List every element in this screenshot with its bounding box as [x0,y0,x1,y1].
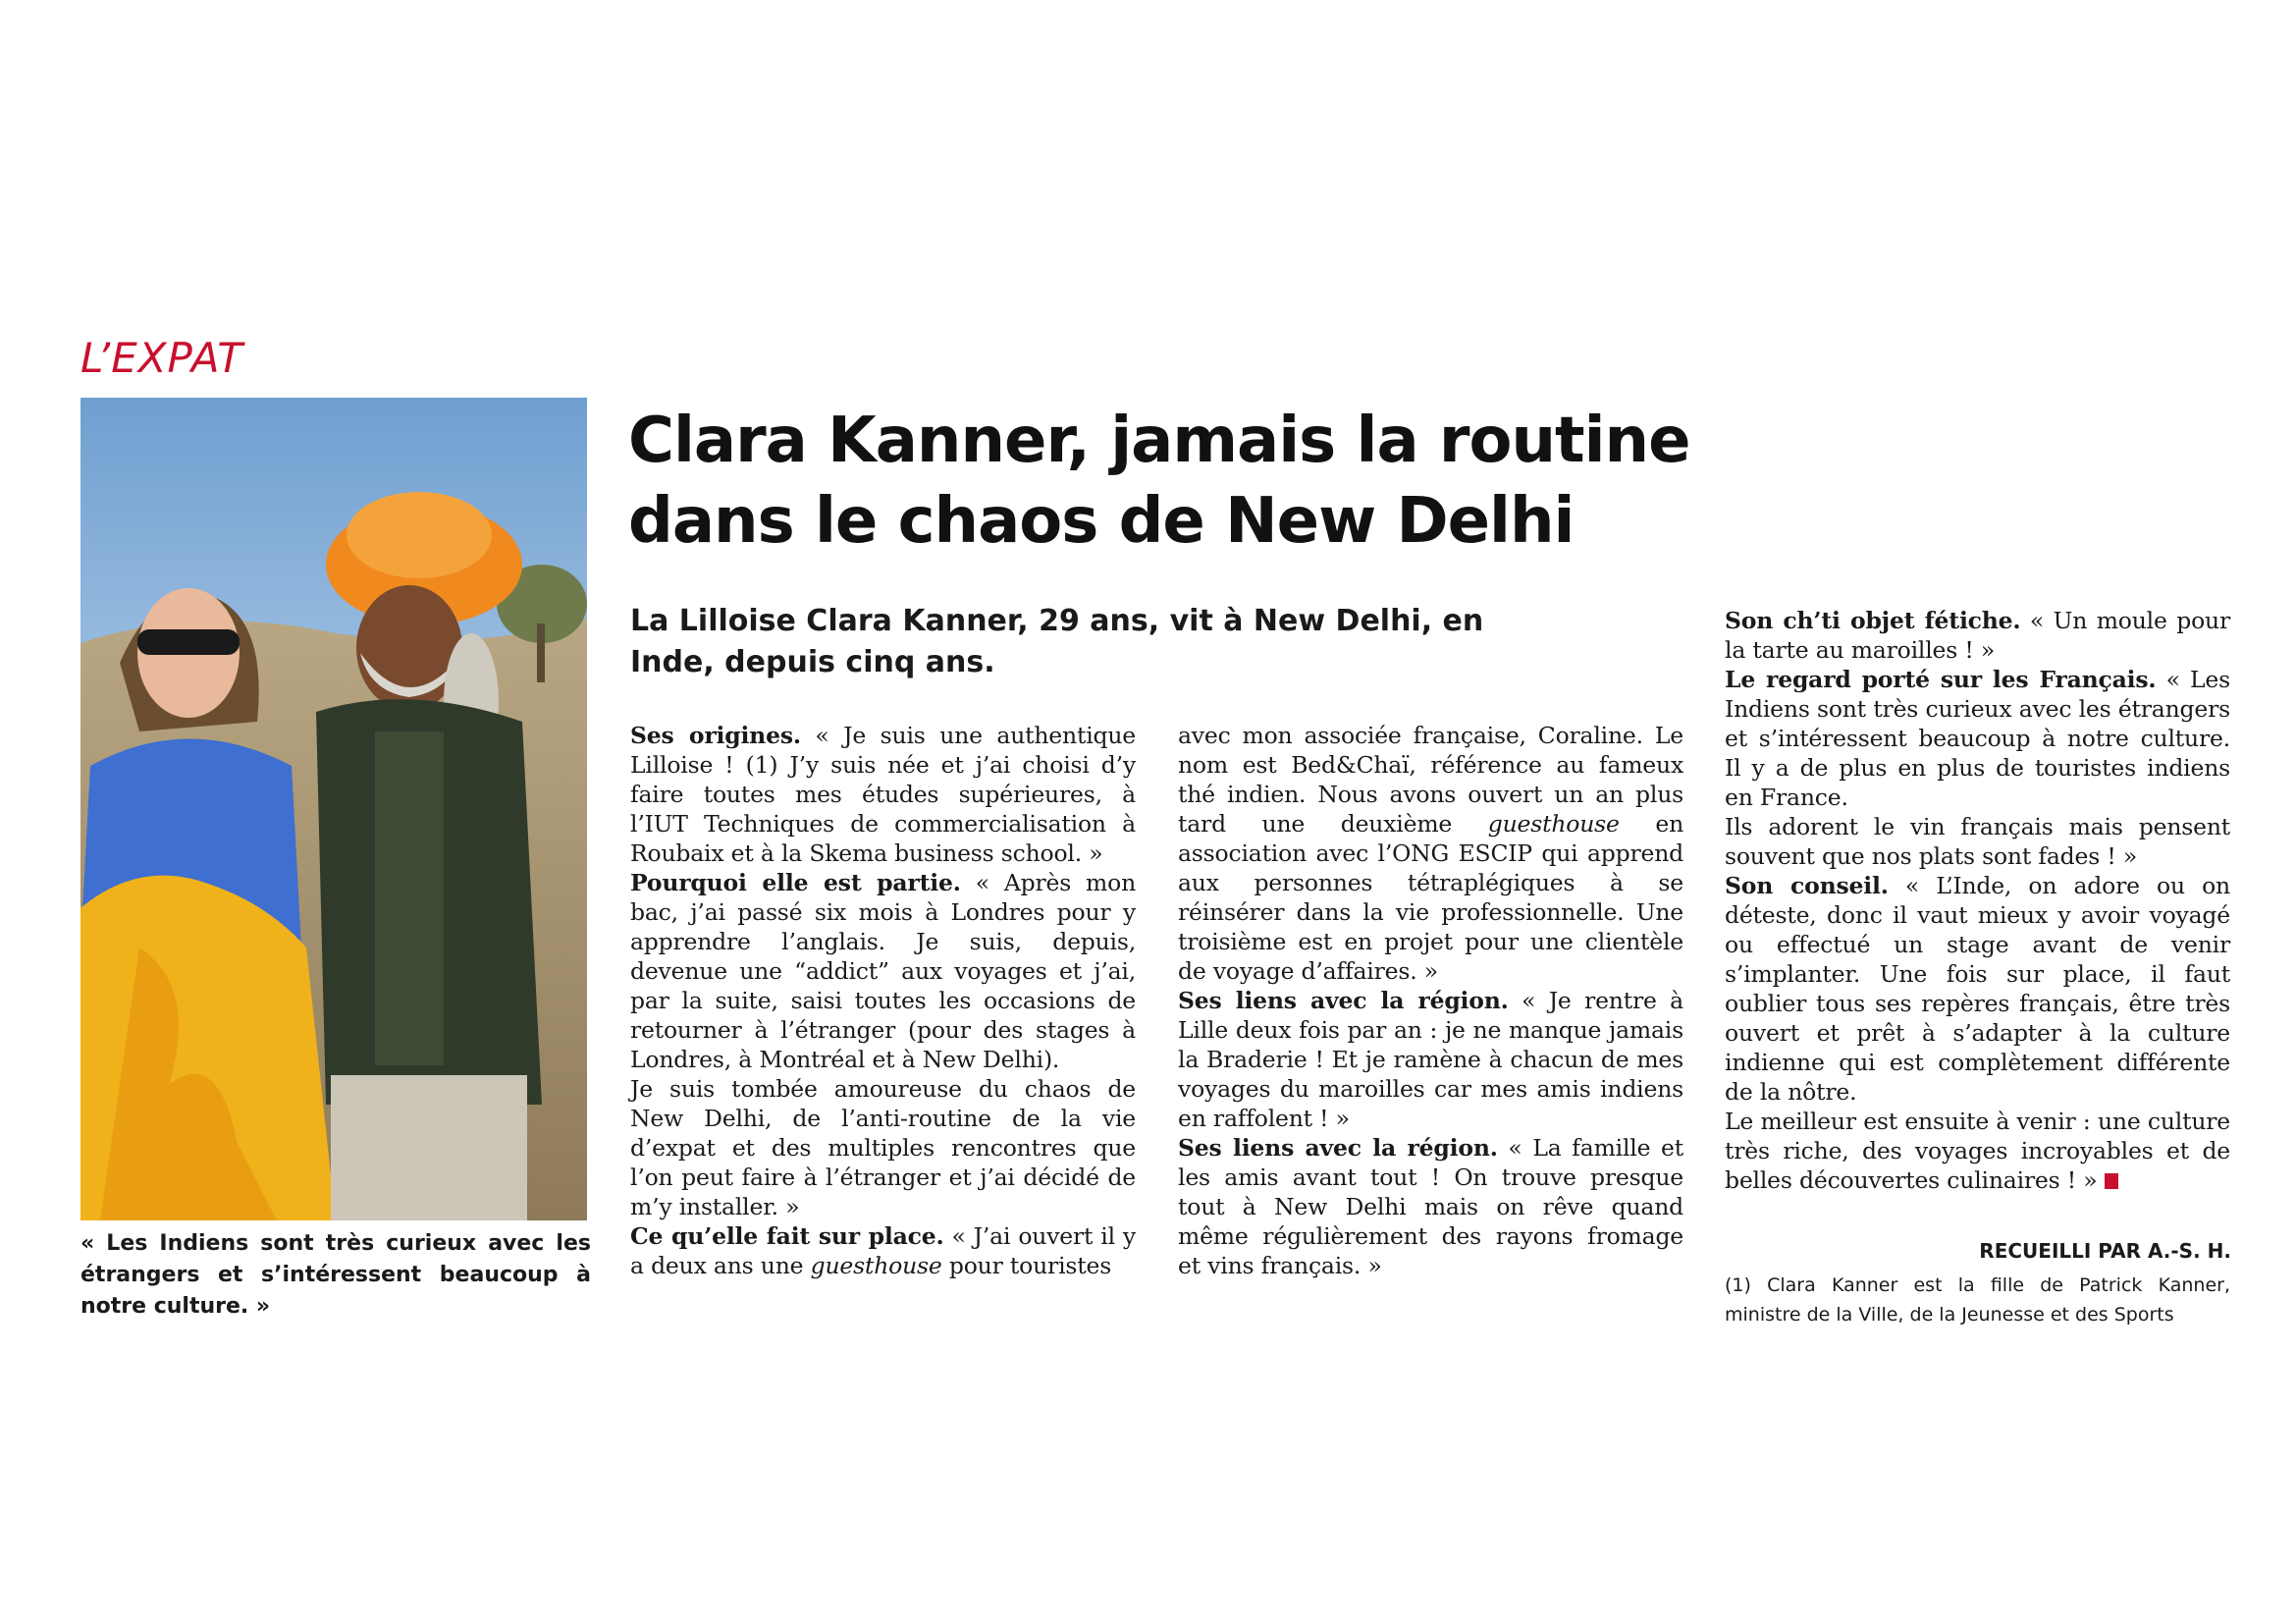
paragraph-why-left-2: Je suis tombée amoureuse du chaos de New Delhi, de l’anti-routine de la vie d’expat et des multiples rencontres que l’on peut faire à l’étranger et j’ai décidé de m’y installer. » [630,1075,1136,1220]
text-work-cont-italic: guesthouse [1487,810,1620,838]
end-mark-icon [2105,1173,2118,1189]
text-links-2: « La famille et les amis avant tout ! On trouve presque tout à New Delhi mais on rêve quand même régulièrement des rayons fromage et vins français. » [1178,1134,1683,1279]
text-advice: « L’Inde, on adore ou on déteste, donc il vaut mieux y avoir voyagé ou effectué un stage avant de venir s’implanter. Une fois sur place, il faut oublier tous ses repères français, être très ouvert et prêt à s’adapter à la culture indienne qui est complètement différente de la nôtre. [1725,872,2230,1106]
section-label: L’EXPAT [80,334,244,382]
footnote: (1) Clara Kanner est la fille de Patrick Kanner, ministre de la Ville, de la Jeunesse et des Sports [1725,1274,2230,1326]
text-origins: « Je suis une authentique Lilloise ! (1) J’y suis née et j’ai choisi d’y faire toutes mes études supérieures, à l’IUT Techniques de commercialisation à Roubaix et à la Skema business school. » [630,722,1136,867]
article-photo [80,398,587,1220]
paragraph-advice [1725,871,2230,1107]
photo-illustration [80,398,587,1220]
paragraph-advice-2 [1725,1107,2230,1195]
lead-work: Ce qu’elle fait sur place. [630,1222,944,1250]
lead-fetish: Son ch’ti objet fétiche. [1725,607,2021,634]
headline: Clara Kanner, jamais la routine dans le chaos de New Delhi [628,405,1690,558]
paragraph-work-cont [1178,721,1683,986]
text-advice-2: Le meilleur est ensuite à venir : une culture très riche, des voyages incroyables et de belles découvertes culinaires ! » [1725,1108,2230,1194]
lead-advice: Son conseil. [1725,872,1889,899]
lead-origins: Ses origines. [630,722,801,749]
text-work-a: « J’ai ouvert il y a deux ans une [630,1222,1136,1279]
article-column-1 [630,721,1136,1280]
chapo: La Lilloise Clara Kanner, 29 ans, vit à New Delhi, en Inde, depuis cinq ans. [630,604,1484,679]
paragraph-fetish [1725,606,2230,665]
text-work-cont-a: avec mon associée française, Coraline. Le nom est Bed&Chaï, référence au fameux thé indien. Nous avons ouvert un an plus tard une deuxième [1178,722,1683,838]
text-view: « Les Indiens sont très curieux avec les étrangers et s’intéressent beaucoup à notre culture. Il y a de plus en plus de touristes indiens en France. [1725,666,2230,811]
lead-links-1: Ses liens avec la région. [1178,987,1509,1014]
paragraph-work [630,1221,1136,1280]
byline: RECUEILLI PAR A.-S. H. [1979,1239,2231,1263]
paragraph-links-2 [1178,1133,1683,1280]
paragraph-why-left [630,868,1136,1074]
paragraph-view [1725,665,2230,812]
text-links-1: « Je rentre à Lille deux fois par an : je ne manque jamais la Braderie ! Et je ramène à chacun de mes voyages du maroilles car mes amis indiens en raffolent ! » [1178,987,1683,1132]
paragraph-origins [630,721,1136,868]
photo-caption: « Les Indiens sont très curieux avec les étrangers et s’intéressent beaucoup à notre culture. » [80,1231,591,1319]
paragraph-links-1 [1178,986,1683,1133]
paragraph-view-2: Ils adorent le vin français mais pensent souvent que nos plats sont fades ! » [1725,813,2230,870]
lead-view: Le regard porté sur les Français. [1725,666,2157,693]
text-why-left: « Après mon bac, j’ai passé six mois à Londres pour y apprendre l’anglais. Je suis, depuis, devenue une “addict” aux voyages et j’ai, par la suite, saisi toutes les occasions de retourner à l’étranger (pour des stages à Londres, à Montréal et à New Delhi). [630,869,1137,1073]
lead-why-left: Pourquoi elle est partie. [630,869,961,896]
article-column-3 [1725,606,2230,1195]
text-work-cont-b: en association avec l’ONG ESCIP qui apprend aux personnes tétraplégiques à se réinsérer dans la vie professionnelle. Une troisième est en projet pour une clientèle de voyage d’affaires. » [1178,810,1684,985]
text-fetish: « Un moule pour la tarte au maroilles ! » [1725,607,2230,664]
lead-links-2: Ses liens avec la région. [1178,1134,1498,1162]
text-work-b: pour touristes [941,1252,1112,1279]
article-column-2 [1178,721,1683,1280]
text-work-italic: guesthouse [810,1252,942,1279]
